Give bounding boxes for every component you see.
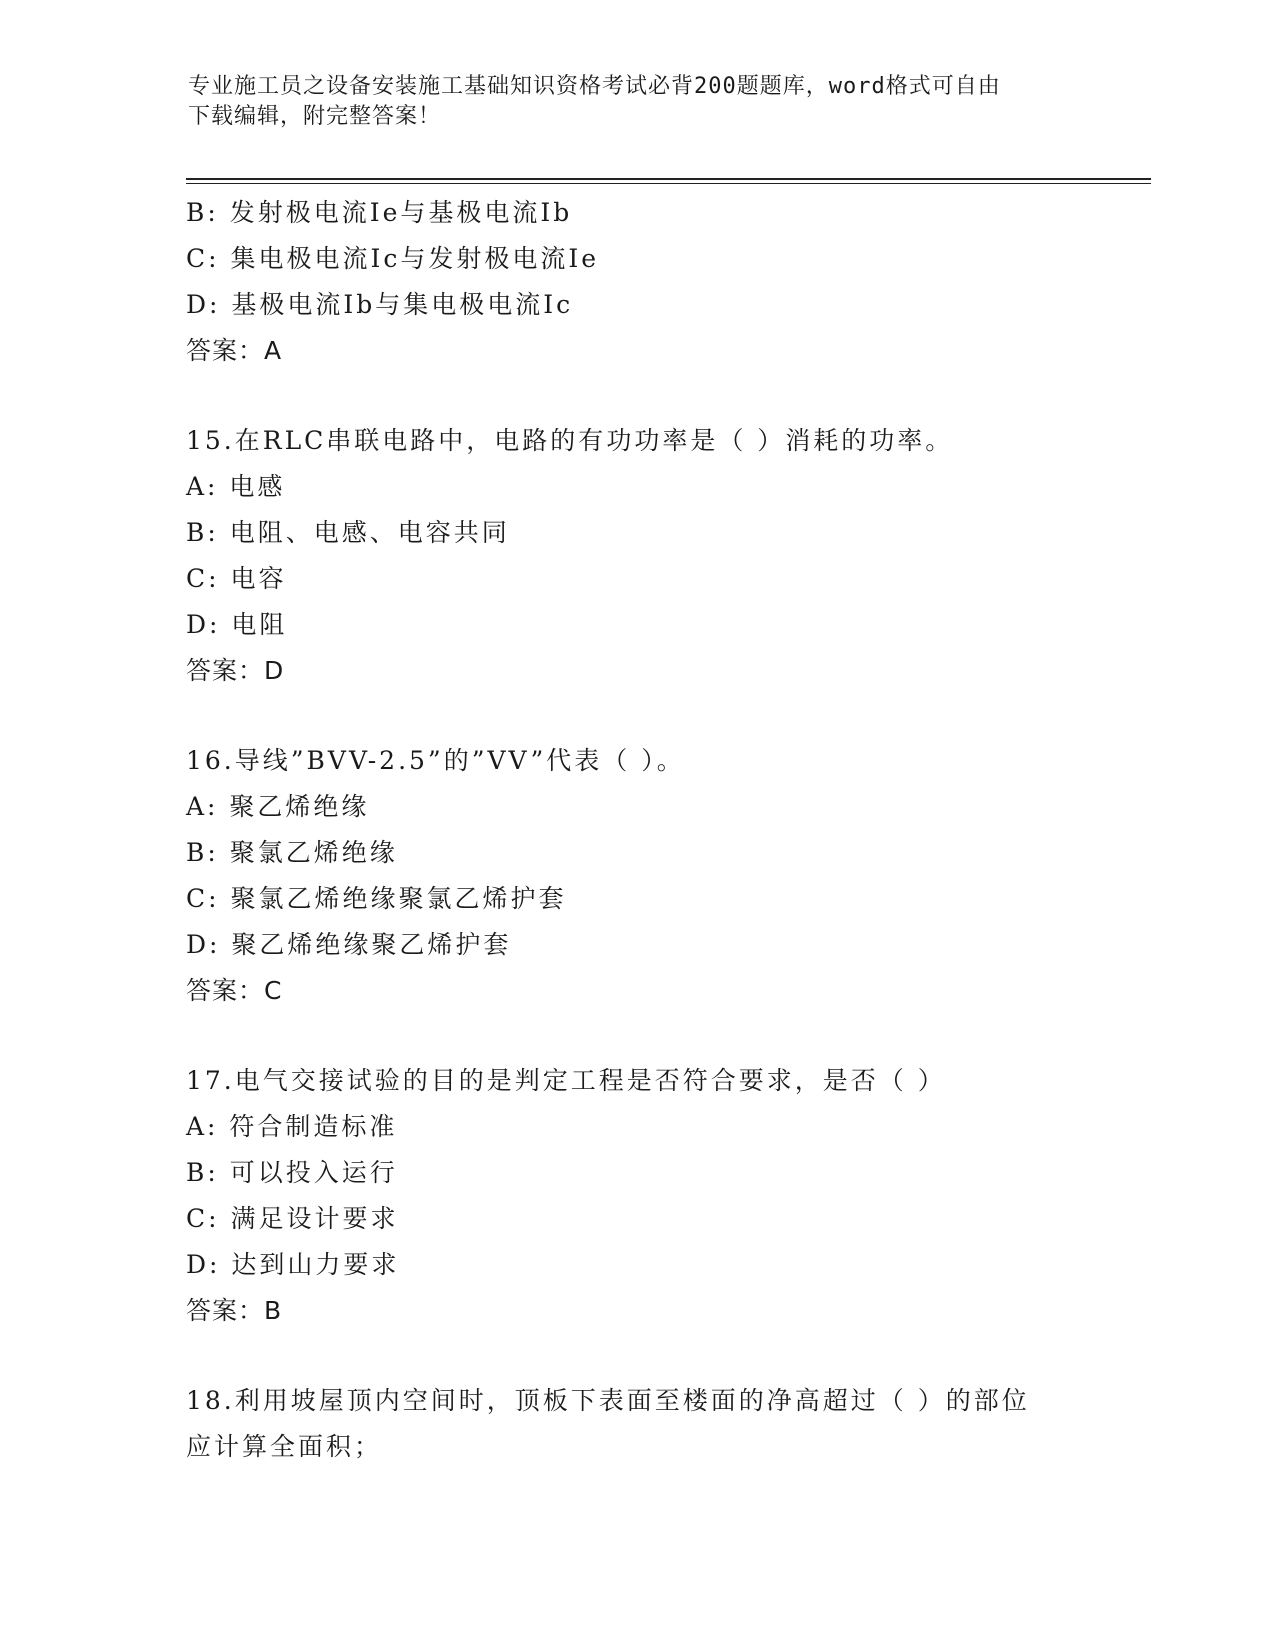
question-16 xyxy=(186,738,1086,1014)
question-list xyxy=(186,190,1086,1470)
option-c: C: 满足设计要求 xyxy=(186,1204,399,1233)
question-stem: 16.导线”BVV-2.5”的”VV”代表（ ）。 xyxy=(186,746,685,775)
option-a: A: 聚乙烯绝缘 xyxy=(186,792,370,821)
question-14-continued xyxy=(186,190,1086,374)
option-d: D: 聚乙烯绝缘聚乙烯护套 xyxy=(186,930,512,959)
question-17 xyxy=(186,1058,1086,1334)
question-stem: 15.在RLC串联电路中，电路的有功功率是（ ）消耗的功率。 xyxy=(186,426,954,455)
option-d: D: 基极电流Ib与集电极电流Ic xyxy=(186,290,574,319)
option-b: B: 可以投入运行 xyxy=(186,1158,398,1187)
document-header xyxy=(188,72,1068,132)
question-15 xyxy=(186,418,1086,694)
header-line-2: 下载编辑，附完整答案！ xyxy=(188,104,442,129)
option-c: C: 集电极电流Ic与发射极电流Ie xyxy=(186,244,600,273)
option-d: D: 达到山力要求 xyxy=(186,1250,400,1279)
question-18 xyxy=(186,1378,1086,1470)
option-a: A: 电感 xyxy=(186,472,286,501)
question-stem: 17.电气交接试验的目的是判定工程是否符合要求，是否（ ） xyxy=(186,1066,946,1095)
answer: 答案：D xyxy=(186,656,285,685)
answer: 答案：B xyxy=(186,1296,283,1325)
option-c: C: 聚氯乙烯绝缘聚氯乙烯护套 xyxy=(186,884,567,913)
question-stem-line-1: 18.利用坡屋顶内空间时，顶板下表面至楼面的净高超过（ ）的部位 xyxy=(186,1386,1030,1415)
option-b: B: 电阻、电感、电容共同 xyxy=(186,518,510,547)
option-d: D: 电阻 xyxy=(186,610,288,639)
answer: 答案：C xyxy=(186,976,283,1005)
answer: 答案：A xyxy=(186,336,283,365)
header-line-1: 专业施工员之设备安装施工基础知识资格考试必背200题题库，word格式可自由 xyxy=(188,74,1001,99)
option-b: B: 聚氯乙烯绝缘 xyxy=(186,838,398,867)
option-a: A: 符合制造标准 xyxy=(186,1112,398,1141)
header-rule-thin xyxy=(186,183,1151,184)
question-stem-line-2: 应计算全面积； xyxy=(186,1432,383,1461)
option-c: C: 电容 xyxy=(186,564,287,593)
header-rule-thick xyxy=(186,178,1151,180)
option-b: B: 发射极电流Ie与基极电流Ib xyxy=(186,198,573,227)
